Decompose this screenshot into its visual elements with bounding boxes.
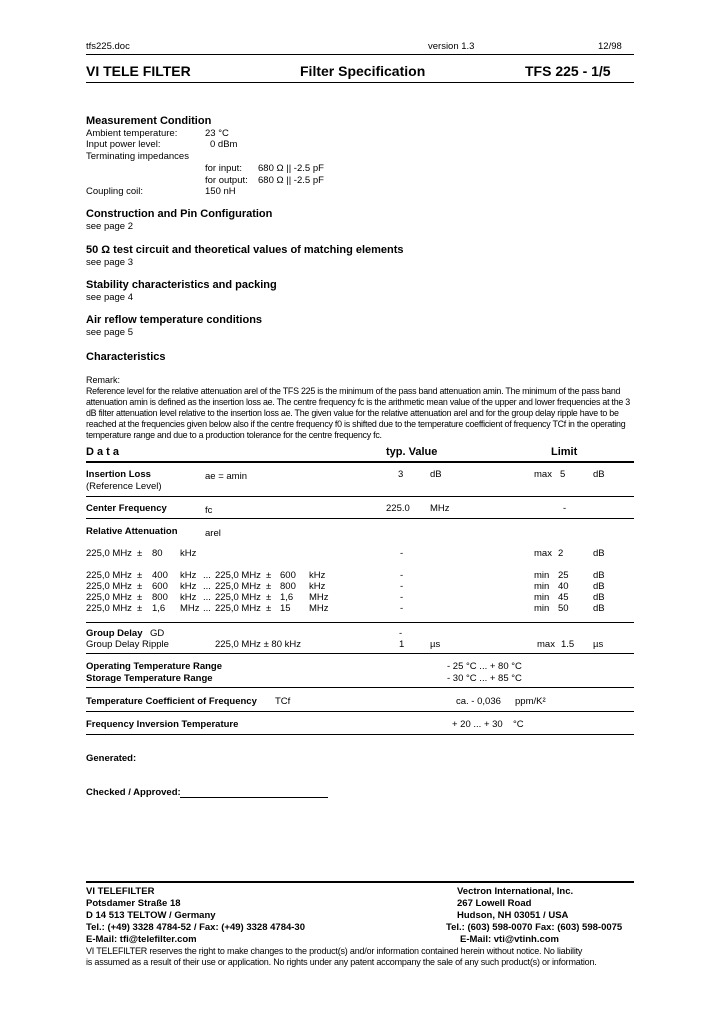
rel-att-cell-u1: kHz (180, 592, 197, 603)
rel-att-cell-lim-unit: dB (593, 581, 605, 592)
col-limit: Limit (551, 446, 578, 458)
remark-label: Remark: (86, 375, 121, 385)
row-rule (86, 711, 634, 712)
section-text: see page 4 (86, 292, 134, 303)
row-rule (86, 687, 634, 688)
footer-right-line: Hudson, NH 03051 / USA (457, 910, 569, 921)
center-frequency-symbol: fc (205, 505, 213, 516)
rel-att-cell-pm2: ± (266, 592, 272, 603)
rel-att-cell-lim-type: min (534, 603, 550, 614)
fit-unit: °C (513, 719, 524, 730)
rel-att-cell-b2: 15 (280, 603, 291, 614)
generated-label: Generated: (86, 753, 137, 764)
row-rule (86, 653, 634, 654)
remark-line: Reference level for the relative attenuation arel of the TFS 225 is the minimum of the pass band attenuation amin. The minimum of the pass band (86, 386, 621, 396)
remark-line: dB filter attenuation level relative to the insertion loss ae. The given value for the relative attenuation arel and for the group delay ripple have to be (86, 408, 619, 418)
disclaimer-line: VI TELEFILTER reserves the right to make changes to the product(s) and/or information contained herein without notice. No liability (86, 946, 583, 956)
footer-rule (86, 881, 634, 883)
rel-att-cell-pm: ± (137, 570, 143, 581)
output-value: 680 Ω || -2.5 pF (258, 175, 324, 186)
rel-att-cell-a1: 225,0 MHz (86, 592, 132, 603)
section-text: see page 3 (86, 257, 134, 268)
gd-ripple-limit-type: max (537, 639, 555, 650)
rel-att-cell-a2: 800 (152, 592, 168, 603)
rel-att-cell-b1: 225,0 MHz (215, 592, 261, 603)
tc-unit: ppm/K² (515, 696, 546, 707)
group-delay-label: Group Delay (86, 628, 143, 639)
rel-att-cell-pm: ± (137, 548, 143, 559)
rel-att-cell-lim-val: 50 (558, 603, 569, 614)
rel-att-cell-lim-type: min (534, 592, 550, 603)
rel-att-cell-b1: 225,0 MHz (215, 570, 261, 581)
rel-att-cell-pm2: ± (266, 570, 272, 581)
remark-line: temperature range and due to a production tolerance for the centre frequency fc. (86, 430, 382, 440)
footer-right-line: Tel.: (603) 598-0070 Fax: (603) 598-0075 (446, 922, 623, 933)
gd-ripple-label: Group Delay Ripple (86, 639, 169, 650)
rel-att-cell-lim-type: min (534, 581, 550, 592)
characteristics-title: Characteristics (86, 351, 166, 363)
section-title: 50 Ω test circuit and theoretical values of matching elements (86, 244, 404, 256)
center-frequency-limit: - (563, 503, 567, 514)
insertion-loss-limit-value: 5 (560, 469, 566, 480)
rel-att-cell-u1: kHz (180, 548, 197, 559)
input-value: 680 Ω || -2.5 pF (258, 163, 324, 174)
gd-ripple-typ: 1 (399, 639, 405, 650)
reference-level-label: (Reference Level) (86, 481, 162, 492)
doc-title: Filter Specification (300, 63, 426, 79)
tc-label: Temperature Coefficient of Frequency (86, 696, 257, 707)
rel-att-cell-u2: kHz (309, 570, 326, 581)
tc-value: ca. - 0,036 (456, 696, 501, 707)
footer-right-email[interactable]: E-Mail: vti@vtinh.com (460, 934, 559, 945)
operating-temp-label: Operating Temperature Range (86, 661, 223, 672)
date: 12/98 (598, 41, 622, 52)
gd-ripple-limit-unit: µs (593, 639, 604, 650)
storage-temp-label: Storage Temperature Range (86, 673, 213, 684)
remark-line: attenuation amin is defined as the insertion loss ae. The centre frequency fc is the arithmetic mean value of the upper and lower frequencies at the 3 (86, 397, 630, 407)
center-frequency-typ: 225.0 (386, 503, 410, 514)
fit-label: Frequency Inversion Temperature (86, 719, 239, 730)
fit-value: + 20 ... + 30 (452, 719, 503, 730)
rel-att-cell-lim-type: min (534, 570, 550, 581)
coil-value: 150 nH (205, 186, 236, 197)
rel-att-cell-dots: ... (203, 603, 211, 614)
rel-att-cell-dots: ... (203, 581, 211, 592)
footer-right-line: Vectron International, Inc. (457, 886, 574, 897)
rel-att-cell-a2: 1,6 (152, 603, 166, 614)
header-rule (86, 54, 634, 55)
input-label: for input: (205, 163, 242, 174)
rel-att-cell-lim-val: 40 (558, 581, 569, 592)
checked-label: Checked / Approved: (86, 787, 181, 798)
footer-left-email[interactable]: E-Mail: tfi@telefilter.com (86, 934, 197, 945)
power-value: 0 dBm (210, 139, 238, 150)
disclaimer-line: is assumed as a result of their use or application. No rights under any patent accompany the sale of any such product(s) or information. (86, 957, 597, 967)
insertion-loss-symbol: ae = amin (205, 471, 247, 482)
rel-att-cell-u2: MHz (309, 603, 329, 614)
part-number: TFS 225 - 1/5 (525, 63, 611, 79)
measurement-title: Measurement Condition (86, 115, 212, 127)
rel-att-cell-dots: ... (203, 570, 211, 581)
gd-ripple-limit-value: 1.5 (561, 639, 575, 650)
rel-att-cell-b1: 225,0 MHz (215, 603, 261, 614)
rel-att-cell-lim-unit: dB (593, 603, 605, 614)
rel-att-cell-pm2: ± (266, 581, 272, 592)
footer-left-line: D 14 513 TELTOW / Germany (86, 910, 216, 921)
rel-att-cell-a2: 80 (152, 548, 163, 559)
section-title: Air reflow temperature conditions (86, 314, 263, 326)
insertion-loss-unit: dB (430, 469, 442, 480)
remark-line: reached at the frequencies given below also if the centre frequency f0 is shifted due to the temperature coefficient of frequency TCf in the operating (86, 419, 626, 429)
rel-att-cell-u2: kHz (309, 581, 326, 592)
operating-temp-value: - 25 °C ... + 80 °C (447, 661, 522, 672)
rel-att-cell-b2: 600 (280, 570, 296, 581)
rel-att-cell-typ: - (400, 570, 404, 581)
rel-att-cell-a2: 600 (152, 581, 168, 592)
rel-att-cell-pm: ± (137, 603, 143, 614)
power-label: Input power level: (86, 139, 161, 150)
center-frequency-unit: MHz (430, 503, 450, 514)
rel-att-cell-b2: 800 (280, 581, 296, 592)
footer-right-line: 267 Lowell Road (457, 898, 532, 909)
rel-att-cell-a1: 225,0 MHz (86, 603, 132, 614)
rel-att-cell-typ: - (400, 581, 404, 592)
rel-att-cell-pm: ± (137, 581, 143, 592)
rel-att-cell-lim-unit: dB (593, 570, 605, 581)
rel-att-cell-a1: 225,0 MHz (86, 570, 132, 581)
ambient-value: 23 °C (205, 128, 229, 139)
rel-att-cell-lim-val: 2 (558, 548, 564, 559)
row-rule (86, 518, 634, 519)
gd-ripple-unit: µs (430, 639, 441, 650)
storage-temp-value: - 30 °C ... + 85 °C (447, 673, 522, 684)
rel-att-cell-typ: - (400, 603, 404, 614)
rel-att-cell-a1: 225,0 MHz (86, 548, 132, 559)
insertion-loss-typ: 3 (398, 469, 404, 480)
table-header-rule (86, 461, 634, 463)
section-title: Stability characteristics and packing (86, 279, 277, 291)
rel-att-cell-u1: kHz (180, 570, 197, 581)
rel-att-cell-lim-unit: dB (593, 592, 605, 603)
row-rule (86, 622, 634, 623)
tc-symbol: TCf (275, 696, 291, 707)
rel-att-cell-u1: kHz (180, 581, 197, 592)
relative-attenuation-symbol: arel (205, 528, 221, 539)
footer-left-line: Tel.: (+49) 3328 4784-52 / Fax: (+49) 3328 4784-30 (86, 922, 305, 933)
rel-att-cell-lim-val: 25 (558, 570, 569, 581)
rel-att-cell-dots: ... (203, 592, 211, 603)
row-rule (86, 734, 634, 735)
section-text: see page 5 (86, 327, 134, 338)
rel-att-cell-u1: MHz (180, 603, 200, 614)
gd-ripple-condition: 225,0 MHz ± 80 kHz (215, 639, 301, 650)
rel-att-cell-b2: 1,6 (280, 592, 294, 603)
file-name: tfs225.doc (86, 41, 130, 52)
rel-att-cell-lim-unit: dB (593, 548, 605, 559)
group-delay-typ: - (399, 628, 403, 639)
insertion-loss-label: Insertion Loss (86, 469, 151, 480)
ambient-label: Ambient temperature: (86, 128, 178, 139)
coil-label: Coupling coil: (86, 186, 144, 197)
section-text: see page 2 (86, 221, 134, 232)
rel-att-cell-pm: ± (137, 592, 143, 603)
term-label: Terminating impedances (86, 151, 189, 162)
rel-att-cell-lim-type: max (534, 548, 552, 559)
footer-left-line: VI TELEFILTER (86, 886, 155, 897)
row-rule (86, 496, 634, 497)
insertion-loss-limit-unit: dB (593, 469, 605, 480)
footer-left-line: Potsdamer Straße 18 (86, 898, 181, 909)
rel-att-cell-typ: - (400, 548, 404, 559)
output-label: for output: (205, 175, 248, 186)
section-title: Construction and Pin Configuration (86, 208, 273, 220)
col-typ: typ. Value (386, 446, 438, 458)
rel-att-cell-u2: MHz (309, 592, 329, 603)
rel-att-cell-typ: - (400, 592, 404, 603)
rel-att-cell-lim-val: 45 (558, 592, 569, 603)
group-delay-symbol: GD (150, 628, 165, 639)
rel-att-cell-pm2: ± (266, 603, 272, 614)
col-data: D a t a (86, 446, 120, 458)
rel-att-cell-a1: 225,0 MHz (86, 581, 132, 592)
company-name: VI TELE FILTER (86, 63, 191, 79)
relative-attenuation-label: Relative Attenuation (86, 526, 178, 537)
insertion-loss-limit-type: max (534, 469, 552, 480)
center-frequency-label: Center Frequency (86, 503, 167, 514)
rel-att-cell-a2: 400 (152, 570, 168, 581)
version: version 1.3 (428, 41, 475, 52)
signature-line (180, 797, 328, 798)
rel-att-cell-b1: 225,0 MHz (215, 581, 261, 592)
title-rule (86, 82, 634, 83)
